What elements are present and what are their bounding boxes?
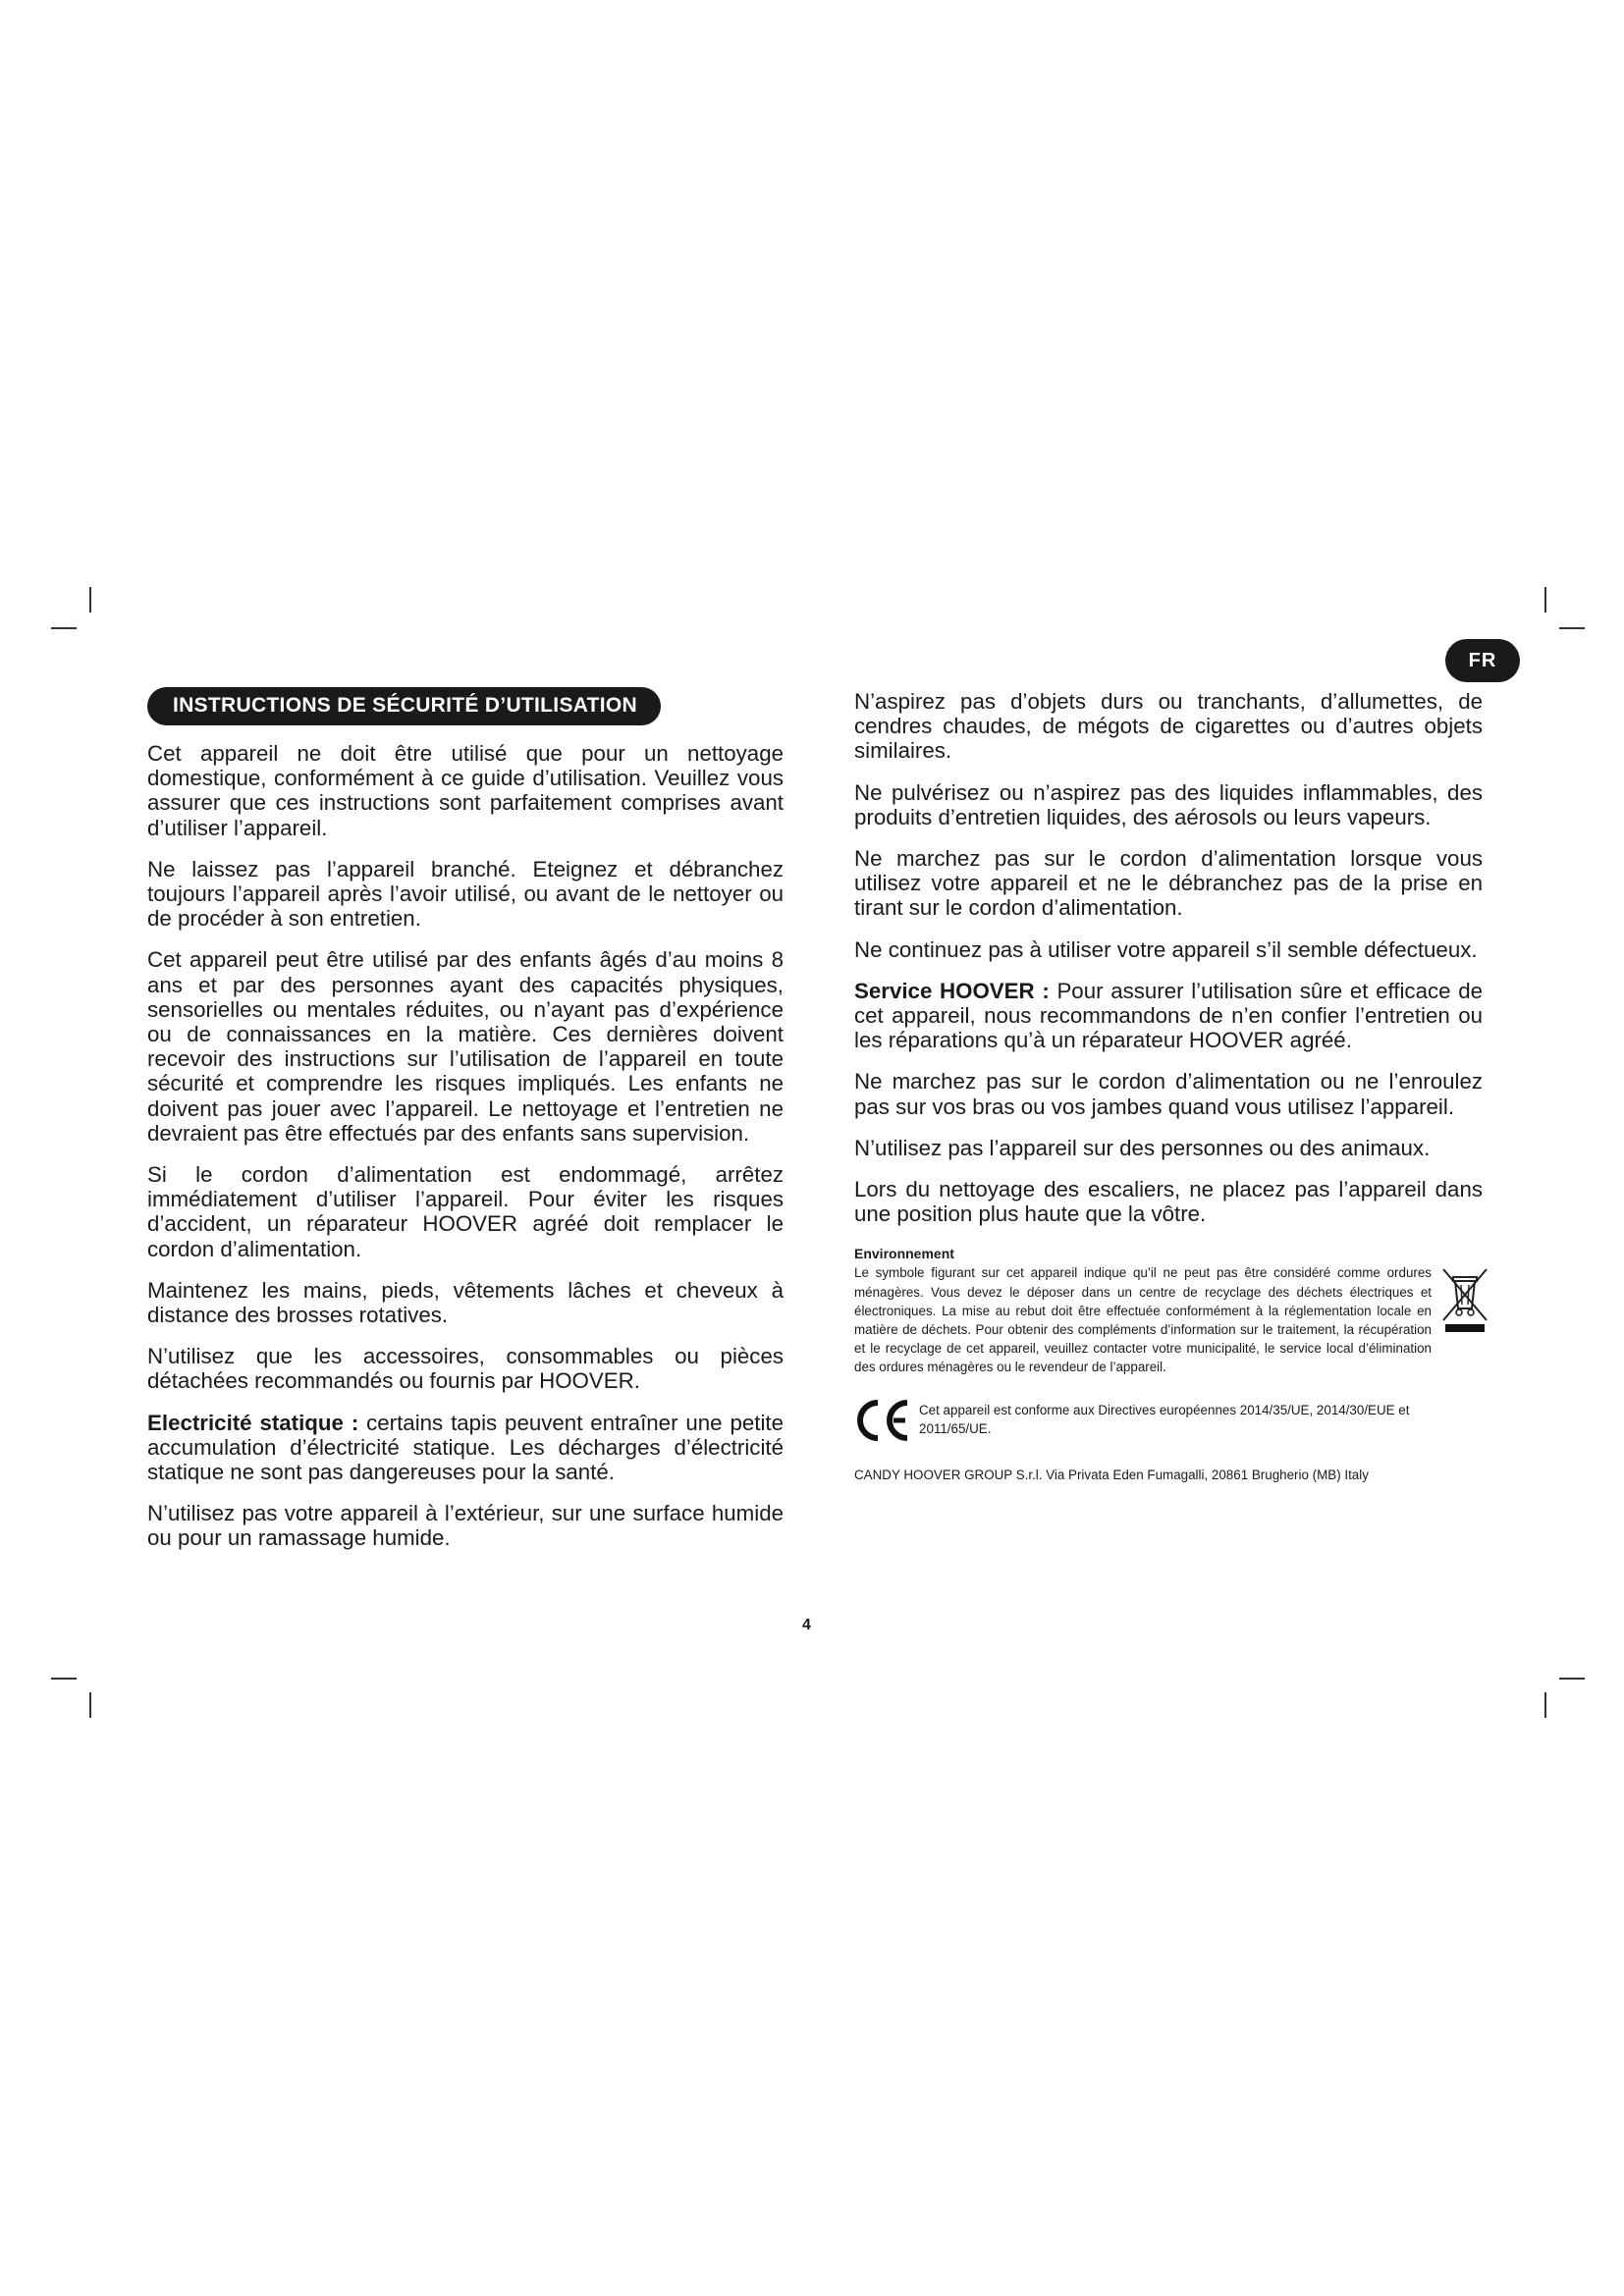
paragraph-text: Si le cordon d’alimentation est endommagé, arrêtez immédiatement d’utiliser l’appareil. Pour éviter les risques d’accident, un réparateur HOOVER agréé doit remplacer le cordon d’alimentation. [147,1162,784,1261]
right-column [854,689,1483,1482]
paragraph [147,741,784,840]
paragraph [147,857,784,932]
paragraph-text: Ne marchez pas sur le cordon d’alimentation lorsque vous utilisez votre appareil et ne le débranchez pas de la prise en tirant sur le cordon d’alimentation. [854,846,1483,921]
paragraph-text: Maintenez les mains, pieds, vêtements lâches et cheveux à distance des brosses rotatives. [147,1277,784,1328]
paragraph [147,1162,784,1261]
paragraph-text: Lors du nettoyage des escaliers, ne placez pas l’appareil dans une position plus haute que la vôtre. [854,1177,1483,1227]
environment-text: Le symbole figurant sur cet appareil indique qu’il ne peut pas être considéré comme ordures ménagères. Vous devez le déposer dans un centre de recyclage des déchets électriques et électroniques. La mise au rebut doit être effectuée conformément à la réglementation locale en matière de déchets. Pour obtenir des compléments d’information sur le traitement, la récupération et le recyclage de cet appareil, veuillez contacter votre municipalité, le service local d’élimination des ordures ménagères ou le revendeur de l’appareil. [854,1265,1432,1375]
left-paragraphs [147,741,784,1551]
paragraph [854,1136,1483,1160]
crop-mark [89,1692,91,1718]
crop-mark [1559,627,1585,629]
paragraph-text: Ne continuez pas à utiliser votre appareil s’il semble défectueux. [854,936,1478,962]
language-tab: FR [1445,639,1520,682]
paragraph [854,846,1483,921]
ce-compliance [854,1399,1483,1442]
paragraph [854,689,1483,764]
paragraph-text: Ne laissez pas l’appareil branché. Eteignez et débranchez toujours l’appareil après l’avoir utilisé, ou avant de le nettoyer ou de procéder à son entretien. [147,856,784,932]
crop-mark [51,1678,77,1680]
paragraph [147,1411,784,1485]
environment-block [854,1263,1483,1376]
crop-mark [1544,1692,1546,1718]
crop-mark [1544,587,1546,613]
environment-title: Environnement [854,1246,954,1262]
right-paragraphs [854,689,1483,1226]
paragraph [854,1069,1483,1118]
ce-text: Cet appareil est conforme aux Directives européennes 2014/35/UE, 2014/30/EUE et 2011/65/UE. [919,1402,1410,1436]
paragraph-text: Pour assurer l’utilisation sûre et efficace de cet appareil, nous recommandons de n’en confier l’entretien ou les réparations qu’à un réparateur HOOVER agréé. [854,978,1484,1053]
crop-mark [1559,1678,1585,1680]
paragraph [147,1278,784,1327]
paragraph [147,1344,784,1393]
section-heading: INSTRUCTIONS DE SÉCURITÉ D’UTILISATION [147,687,661,725]
paragraph-text: certains tapis peuvent entraîner une petite accumulation d’électricité statique. Les décharges d’électricité statique ne sont pas dangereuses pour la santé. [147,1410,784,1485]
paragraph [854,937,1483,962]
paragraph-text: N’aspirez pas d’objets durs ou tranchants, d’allumettes, de cendres chaudes, de mégots de cigarettes ou d’autres objets similaires. [854,689,1483,764]
paragraph-text: Ne pulvérisez ou n’aspirez pas des liquides inflammables, des produits d’entretien liquides, des aérosols ou leurs vapeurs. [854,779,1483,829]
page-number: 4 [802,1617,811,1633]
crop-mark [89,587,91,613]
paragraph [854,780,1483,829]
paragraph-text: N’utilisez pas votre appareil à l’extérieur, sur une surface humide ou pour un ramassage humide. [147,1501,784,1551]
paragraph-lead: Electricité statique : [147,1410,359,1435]
paragraph-text: N’utilisez pas l’appareil sur des personnes ou des animaux. [854,1135,1431,1160]
paragraph-lead: Service HOOVER : [854,978,1050,1003]
paragraph [147,947,784,1146]
weee-crossed-bin-icon [1441,1265,1489,1334]
paragraph [854,979,1483,1053]
left-column [147,687,784,1568]
ce-mark-icon [854,1399,915,1442]
crop-mark [51,627,77,629]
paragraph-text: N’utilisez que les accessoires, consommables ou pièces détachées recommandés ou fournis par HOOVER. [147,1344,784,1394]
paragraph [854,1177,1483,1226]
manufacturer-address: CANDY HOOVER GROUP S.r.l. Via Privata Eden Fumagalli, 20861 Brugherio (MB) Italy [854,1467,1369,1482]
paragraph-text: Ne marchez pas sur le cordon d’alimentation ou ne l’enroulez pas sur vos bras ou vos jambes quand vous utilisez l’appareil. [854,1069,1483,1119]
paragraph-text: Cet appareil peut être utilisé par des enfants âgés d’au moins 8 ans et par des personnes ayant des capacités physiques, sensorielles ou mentales réduites, ou n’ayant pas d’expérience ou de connaissances en la matière. Ces dernières doivent recevoir des instructions sur l’utilisation de l’appareil en toute sécurité et comprendre les risques impliqués. Les enfants ne doivent pas jouer avec l’appareil. Le nettoyage et l’entretien ne devraient pas être effectués par des enfants sans supervision. [147,947,784,1146]
paragraph-text: Cet appareil ne doit être utilisé que pour un nettoyage domestique, conformément à ce guide d’utilisation. Veuillez vous assurer que ces instructions sont parfaitement comprises avant d’utiliser l’appareil. [147,741,784,840]
paragraph [147,1501,784,1550]
